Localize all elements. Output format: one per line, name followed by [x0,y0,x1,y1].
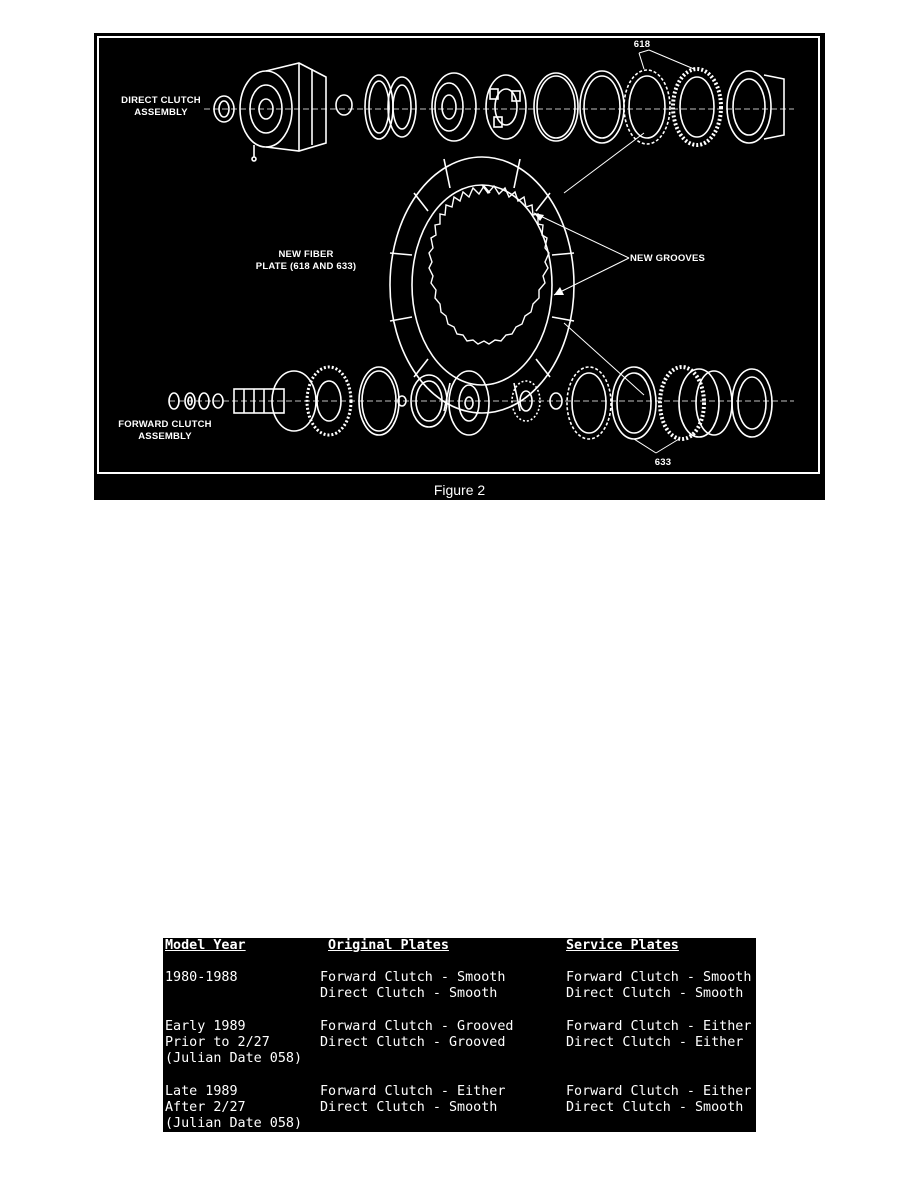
table-row-2-year-line2: Prior to 2/27 [165,1035,270,1050]
table-row-1-year-line1: 1980-1988 [165,970,238,985]
direct-spring-retainer [486,75,526,139]
header-model-year: Model Year [165,938,246,953]
new-fiber-plate-label-line2: PLATE (618 AND 633) [255,261,357,272]
forward-fiber-plate-633b [612,367,656,439]
new-grooves-label: NEW GROOVES [630,253,706,264]
table-row-2-year-line1: Early 1989 [165,1019,246,1034]
table-row-1-service-line2: Direct Clutch - Smooth [566,986,744,1001]
table-row-1-service-line1: Forward Clutch - Smooth [566,970,752,985]
forward-seal [411,375,447,427]
table-row-1-original-line1: Forward Clutch - Smooth [320,970,506,985]
header-service-plates: Service Plates [566,938,679,953]
new-fiber-plate-illustration [390,157,574,413]
table-row-2-service-line2: Direct Clutch - Either [566,1035,744,1050]
part-618-label: 618 [633,39,651,50]
exploded-view-figure [94,33,825,500]
direct-steel-plate-1 [580,71,624,143]
forward-fiber-plate-633a [567,367,611,439]
forward-plate-stack [660,367,732,439]
direct-fiber-plate-618b [673,69,721,145]
forward-clutch-label-line1: FORWARD CLUTCH [118,419,212,430]
table-row-2-original-line2: Direct Clutch - Grooved [320,1035,506,1050]
direct-clutch-label [106,95,216,119]
table-row-3-original-line1: Forward Clutch - Either [320,1084,506,1099]
table-row-3-year-line3: (Julian Date 058) [165,1116,303,1131]
forward-backing-plate [732,369,772,437]
direct-snap-ring [534,73,578,141]
table-row-3-year-line2: After 2/27 [165,1100,246,1115]
table-row-2-original-line1: Forward Clutch - Grooved [320,1019,514,1034]
direct-piston-seals [365,75,416,139]
new-fiber-plate-label-line1: NEW FIBER [278,249,334,260]
forward-clutch-label [100,419,230,443]
table-row-2-service-line1: Forward Clutch - Either [566,1019,752,1034]
table-row-3-service-line1: Forward Clutch - Either [566,1084,752,1099]
direct-clutch-drum [240,63,326,161]
direct-backing-plate [727,71,784,143]
new-fiber-plate-label [236,249,376,273]
part-633-label: 633 [654,457,672,468]
table-row-3-service-line2: Direct Clutch - Smooth [566,1100,744,1115]
direct-piston [432,73,476,141]
direct-clutch-label-line2: ASSEMBLY [134,107,188,118]
header-original-plates: Original Plates [328,938,449,953]
forward-piston [449,371,489,435]
figure-caption: Figure 2 [433,482,486,498]
direct-fiber-plate-618a [624,70,670,144]
table-row-1-original-line2: Direct Clutch - Smooth [320,986,498,1001]
plate-compatibility-table [163,938,756,1132]
table-row-3-original-line2: Direct Clutch - Smooth [320,1100,498,1115]
forward-clutch-label-line2: ASSEMBLY [138,431,192,442]
direct-clutch-label-line1: DIRECT CLUTCH [121,95,201,106]
direct-small-ring [336,95,352,115]
table-row-2-year-line3: (Julian Date 058) [165,1051,303,1066]
table-row-3-year-line1: Late 1989 [165,1084,238,1099]
